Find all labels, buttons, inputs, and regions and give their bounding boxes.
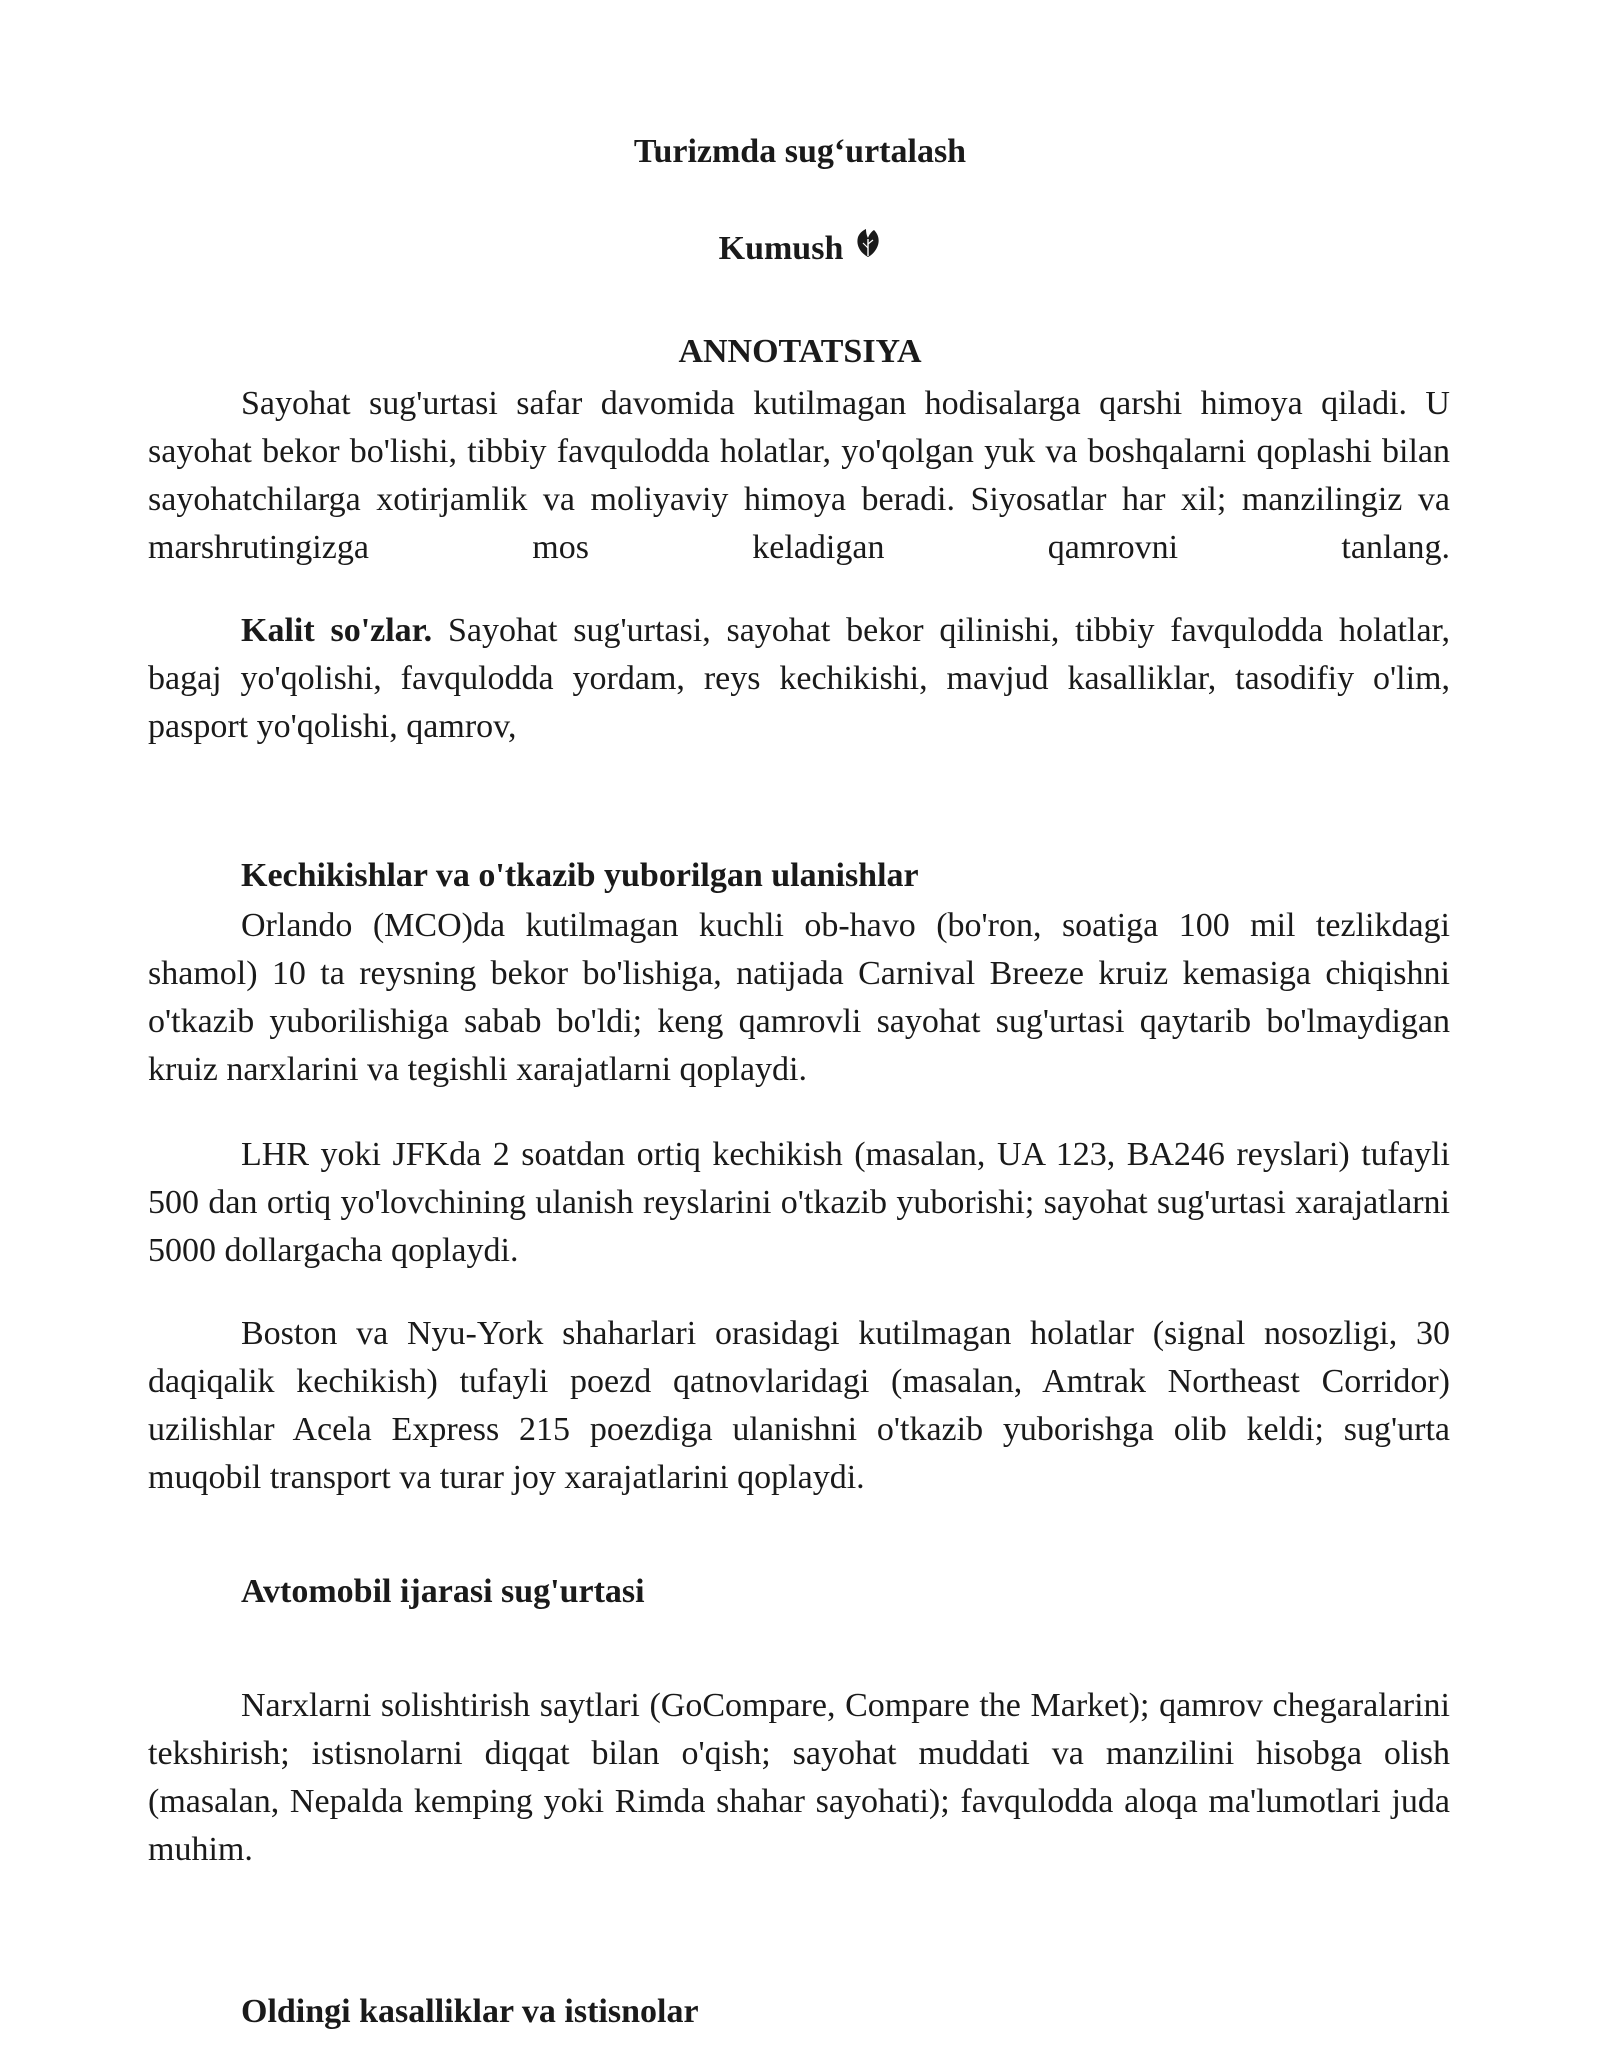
paragraph-price-compare: Narxlarni solishtirish saytlari (GoCompare, Compare the Market); qamrov chegaralarini tekshirish; istisnolarni diqqat bilan o'qish; sayohat muddati va manzilini hisobga olish (masalan, Nepalda kemping yoki Rimda shahar sayohati); favqulodda aloqa ma'lumotlari juda muhim. <box>148 1687 1450 1868</box>
keywords-paragraph <box>148 607 1450 751</box>
leaf-icon <box>855 228 881 268</box>
section-heading-prior-conditions: Oldingi kasalliklar va istisnolar <box>241 1993 699 2030</box>
paragraph-orlando: Orlando (MCO)da kutilmagan kuchli ob-havo (bo'ron, soatiga 100 mil tezlikdagi shamol) 10 ta reysning bekor bo'lishiga, natijada Carnival Breeze kruiz kemasiga chiqishni o'tkazib yuborilishiga sabab bo'ldi; keng qamrovli sayohat sug'urtasi qaytarib bo'lmaydigan kruiz narxlarini va tegishli xarajatlarni qoplaydi. <box>148 907 1450 1088</box>
paragraph-lhr-jfk: LHR yoki JFKda 2 soatdan ortiq kechikish (masalan, UA 123, BA246 reyslari) tufayli 500 dan ortiq yo'lovchining ulanish reyslarini o'tkazib yuborishi; sayohat sug'urtasi xarajatlarni 5000 dollargacha qoplaydi. <box>148 1136 1450 1269</box>
author-name: Kumush <box>718 230 844 267</box>
keywords-text: Sayohat sug'urtasi, sayohat bekor qilinishi, tibbiy favqulodda holatlar, bagaj yo'qolishi, favqulodda yordam, reys kechikishi, mavjud kasalliklar, tasodifiy o'lim, pasport yo'qolishi, qamrov, <box>148 612 1450 745</box>
annotation-paragraph: Sayohat sug'urtasi safar davomida kutilmagan hodisalarga qarshi himoya qiladi. U sayohat bekor bo'lishi, tibbiy favqulodda holatlar, yo'qolgan yuk va boshqalarni qoplashi bilan sayohatchilarga xotirjamlik va moliyaviy himoya beradi. Siyosatlar har xil; manzilingiz va marshrutingizga mos keladigan qamrovni tanlang. <box>148 385 1450 566</box>
annotation-heading: ANNOTATSIYA <box>678 333 922 370</box>
author-line <box>0 229 1600 269</box>
section-heading-car-rental: Avtomobil ijarasi sug'urtasi <box>241 1573 645 1610</box>
section-heading-delays: Kechikishlar va o'tkazib yuborilgan ulanishlar <box>241 857 919 894</box>
keywords-label: Kalit so'zlar. <box>241 612 433 649</box>
paragraph-boston-train: Boston va Nyu-York shaharlari orasidagi kutilmagan holatlar (signal nosozligi, 30 daqiqalik kechikish) tufayli poezd qatnovlaridagi (masalan, Amtrak Northeast Corridor) uzilishlar Acela Express 215 poezdiga ulanishni o'tkazib yuborishga olib keldi; sug'urta muqobil transport va turar joy xarajatlarini qoplaydi. <box>148 1315 1450 1496</box>
document-title: Turizmda sug‘urtalash <box>633 133 967 170</box>
